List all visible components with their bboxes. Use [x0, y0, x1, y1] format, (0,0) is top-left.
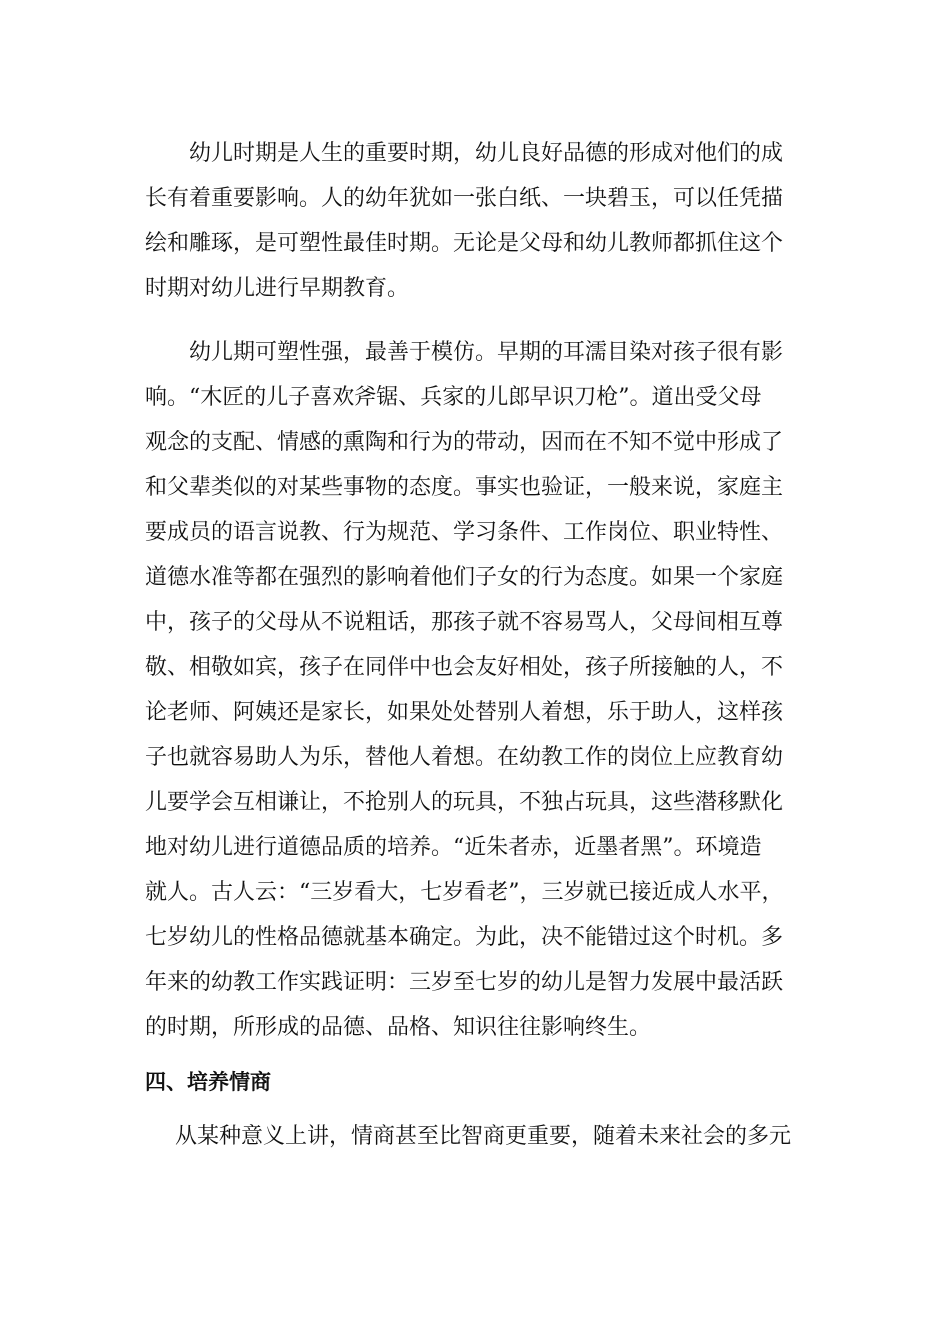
paragraph-2-line-4: 和父辈类似的对某些事物的态度。事实也验证，一般来说，家庭主 — [145, 475, 784, 500]
paragraph-2-line-9: 论老师、阿姨还是家长，如果处处替别人着想，乐于助人，这样孩 — [145, 700, 784, 725]
paragraph-1-line-1: 幼儿时期是人生的重要时期，幼儿良好品德的形成对他们的成 — [189, 141, 784, 166]
paragraph-2-line-12: 地对幼儿进行道德品质的培养。“近朱者赤，近墨者黑”。环境造 — [145, 835, 762, 860]
paragraph-2-line-3: 观念的支配、情感的熏陶和行为的带动，因而在不知不觉中形成了 — [145, 430, 784, 455]
paragraph-2-line-5: 要成员的语言说教、行为规范、学习条件、工作岗位、职业特性、 — [145, 520, 784, 545]
paragraph-2-line-7: 中，孩子的父母从不说粗话，那孩子就不容易骂人，父母间相互尊 — [145, 610, 784, 635]
paragraph-2-line-14: 七岁幼儿的性格品德就基本确定。为此，决不能错过这个时机。多 — [145, 925, 784, 950]
paragraph-2-line-10: 子也就容易助人为乐，替他人着想。在幼教工作的岗位上应教育幼 — [145, 745, 784, 770]
paragraph-3-line-1: 从某种意义上讲，情商甚至比智商更重要，随着未来社会的多元 — [175, 1124, 792, 1149]
paragraph-2-line-8: 敬、相敬如宾，孩子在同伴中也会友好相处，孩子所接触的人，不 — [145, 655, 784, 680]
paragraph-2-line-6: 道德水准等都在强烈的影响着他们子女的行为态度。如果一个家庭 — [145, 565, 784, 590]
paragraph-1-line-4: 时期对幼儿进行早期教育。 — [145, 276, 410, 301]
paragraph-2-line-11: 儿要学会互相谦让，不抢别人的玩具，不独占玩具，这些潜移默化 — [145, 790, 784, 815]
paragraph-2-line-13: 就人。古人云：“三岁看大，七岁看老”，三岁就已接近成人水平， — [145, 880, 784, 905]
paragraph-2-line-1: 幼儿期可塑性强，最善于模仿。早期的耳濡目染对孩子很有影 — [189, 340, 784, 365]
paragraph-1-line-2: 长有着重要影响。人的幼年犹如一张白纸、一块碧玉，可以任凭描 — [145, 186, 784, 211]
paragraph-1-line-3: 绘和雕琢，是可塑性最佳时期。无论是父母和幼儿教师都抓住这个 — [145, 231, 784, 256]
section-heading: 四、培养情商 — [145, 1070, 271, 1094]
paragraph-2-line-2: 响。“木匠的儿子喜欢斧锯、兵家的儿郎早识刀枪”。道出受父母 — [145, 385, 762, 410]
paragraph-2-line-15: 年来的幼教工作实践证明：三岁至七岁的幼儿是智力发展中最活跃 — [145, 970, 784, 995]
paragraph-2-line-16: 的时期，所形成的品德、品格、知识往往影响终生。 — [145, 1015, 652, 1040]
